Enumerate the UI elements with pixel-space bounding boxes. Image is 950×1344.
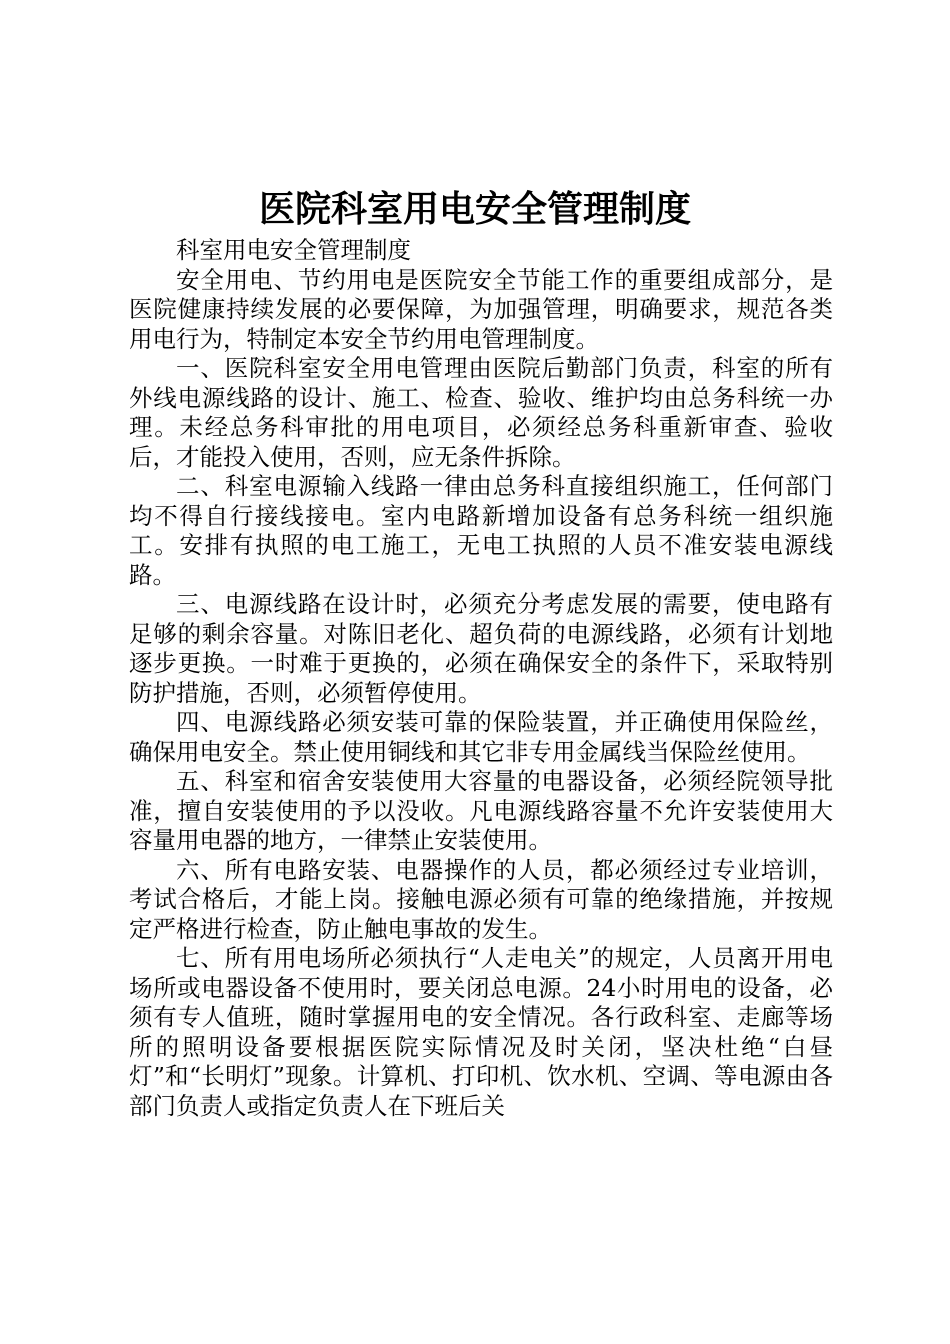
paragraph-rule-7: 七、所有用电场所必须执行“人走电关”的规定，人员离开用电场所或电器设备不使用时，要关闭总电源。24小时用电的设备，必须有专人值班，随时掌握用电的安全情况。各行政科室、走廊等场所的照明设备要根据医院实际情况及时关闭，坚决杜绝“白昼灯”和“长明灯”现象。计算机、打印机、饮水机、空调、等电源由各部门负责人或指定负责人在下班后关 bbox=[129, 944, 833, 1120]
document-title: 医院科室用电安全管理制度 bbox=[258, 189, 691, 230]
paragraph-rule-1: 一、医院科室安全用电管理由医院后勤部门负责，科室的所有外线电源线路的设计、施工、检查、验收、维护均由总务科统一办理。未经总务科审批的用电项目，必须经总务科重新审查、验收后，才能投入使用，否则，应无条件拆除。 bbox=[129, 354, 833, 471]
paragraph-rule-6: 六、所有电路安装、电器操作的人员，都必须经过专业培训，考试合格后，才能上岗。接触电源必须有可靠的绝缘措施，并按规定严格进行检查，防止触电事故的发生。 bbox=[129, 855, 833, 943]
paragraph-rule-5: 五、科室和宿舍安装使用大容量的电器设备，必须经院领导批准，擅自安装使用的予以没收。凡电源线路容量不允许安装使用大容量用电器的地方，一律禁止安装使用。 bbox=[129, 767, 833, 854]
paragraph-subtitle: 科室用电安全管理制度 bbox=[176, 236, 411, 264]
paragraph-rule-3: 三、电源线路在设计时，必须充分考虑发展的需要，使电路有足够的剩余容量。对陈旧老化、超负荷的电源线路，必须有计划地逐步更换。一时难于更换的，必须在确保安全的条件下，采取特别防护措施，否则，必须暂停使用。 bbox=[129, 590, 833, 707]
paragraph-rule-4: 四、电源线路必须安装可靠的保险装置，并正确使用保险丝，确保用电安全。禁止使用铜线和其它非专用金属线当保险丝使用。 bbox=[129, 708, 833, 766]
paragraph-intro: 安全用电、节约用电是医院安全节能工作的重要组成部分，是医院健康持续发展的必要保障，为加强管理，明确要求，规范各类用电行为，特制定本安全节约用电管理制度。 bbox=[129, 265, 833, 353]
document-body bbox=[129, 236, 833, 1121]
paragraph-rule-2: 二、科室电源输入线路一律由总务科直接组织施工，任何部门均不得自行接线接电。室内电路新增加设备有总务科统一组织施工。安排有执照的电工施工，无电工执照的人员不准安装电源线路。 bbox=[129, 472, 833, 589]
